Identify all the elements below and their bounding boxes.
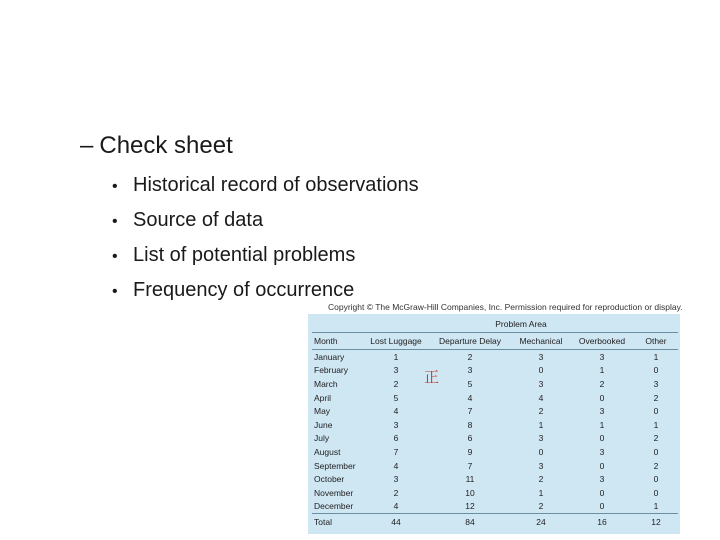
- mechanical-cell: 3: [538, 460, 544, 471]
- overbooked-cell: 1: [599, 365, 605, 376]
- month-cell: June: [314, 419, 333, 430]
- mechanical-cell: 3: [538, 433, 544, 444]
- column-header: Other: [634, 333, 678, 350]
- total-overbooked: 16: [570, 514, 634, 531]
- table-row: [312, 459, 678, 473]
- month-cell: September: [314, 460, 356, 471]
- other-cell: 0: [653, 474, 659, 485]
- check-sheet-table: [312, 316, 678, 530]
- mechanical-cell: 0: [538, 446, 544, 457]
- month-cell: December: [314, 501, 354, 512]
- lost-luggage-cell: 1: [393, 351, 399, 362]
- lost-luggage-cell: 5: [393, 392, 399, 403]
- overbooked-cell: 0: [599, 501, 605, 512]
- other-cell: 1: [653, 351, 659, 362]
- mechanical-cell: 3: [538, 378, 544, 389]
- other-cell: 0: [653, 446, 659, 457]
- other-cell: 0: [653, 365, 659, 376]
- mechanical-cell: 2: [538, 406, 544, 417]
- overbooked-cell: 0: [599, 392, 605, 403]
- bullet-text: Source of data: [133, 209, 264, 231]
- other-cell: 0: [653, 487, 659, 498]
- column-header: Month: [312, 333, 364, 350]
- bullet-list: [112, 170, 419, 310]
- month-cell: January: [314, 351, 345, 362]
- departure-delay-cell: 12: [465, 501, 475, 512]
- overbooked-cell: 1: [599, 419, 605, 430]
- column-header-row: [312, 333, 678, 350]
- lost-luggage-cell: 4: [393, 501, 399, 512]
- overbooked-cell: 3: [599, 474, 605, 485]
- other-cell: 2: [653, 433, 659, 444]
- bullet-dot: •: [112, 283, 118, 300]
- departure-delay-cell: 4: [467, 392, 473, 403]
- total-mechanical: 24: [512, 514, 570, 531]
- bullet-item: [112, 170, 419, 205]
- table-row: [312, 350, 678, 364]
- mechanical-cell: 3: [538, 351, 544, 362]
- lost-luggage-cell: 7: [393, 446, 399, 457]
- other-cell: 1: [653, 419, 659, 430]
- overbooked-cell: 0: [599, 460, 605, 471]
- heading-text: Check sheet: [99, 132, 233, 159]
- month-cell: May: [314, 406, 331, 417]
- mechanical-cell: 1: [538, 419, 544, 430]
- overbooked-cell: 3: [599, 446, 605, 457]
- column-header: Departure Delay: [428, 333, 512, 350]
- heading-dash: –: [80, 132, 94, 159]
- section-heading: [80, 132, 233, 160]
- bullet-text: Historical record of observations: [133, 174, 419, 196]
- mechanical-cell: 4: [538, 392, 544, 403]
- overbooked-cell: 0: [599, 433, 605, 444]
- departure-delay-cell: 7: [467, 406, 473, 417]
- overbooked-cell: 3: [599, 351, 605, 362]
- bullet-dot: •: [112, 178, 118, 195]
- table-row: [312, 432, 678, 446]
- table-row: [312, 445, 678, 459]
- mechanical-cell: 0: [538, 365, 544, 376]
- other-cell: 0: [653, 406, 659, 417]
- check-sheet-figure: [308, 314, 680, 534]
- other-cell: 3: [653, 378, 659, 389]
- month-cell: March: [314, 378, 338, 389]
- departure-delay-cell: 2: [467, 351, 473, 362]
- bullet-item: [112, 205, 419, 240]
- table-row: [312, 364, 678, 378]
- lost-luggage-cell: 3: [393, 365, 399, 376]
- lost-luggage-cell: 2: [393, 487, 399, 498]
- departure-delay-cell: 9: [467, 446, 473, 457]
- departure-delay-cell: 8: [467, 419, 473, 430]
- month-cell: July: [314, 433, 330, 444]
- bullet-dot: •: [112, 213, 118, 230]
- table-row: [312, 486, 678, 500]
- departure-delay-cell: 10: [465, 487, 475, 498]
- departure-delay-cell: 3: [467, 365, 473, 376]
- other-cell: 2: [653, 460, 659, 471]
- total-other: 12: [634, 514, 678, 531]
- bullet-dot: •: [112, 248, 118, 265]
- month-cell: April: [314, 392, 332, 403]
- other-cell: 2: [653, 392, 659, 403]
- lost-luggage-cell: 4: [393, 406, 399, 417]
- total-row: [312, 514, 678, 531]
- table-row: [312, 500, 678, 514]
- lost-luggage-cell: 3: [393, 419, 399, 430]
- mechanical-cell: 2: [538, 474, 544, 485]
- departure-delay-cell: 11: [465, 474, 475, 485]
- total-label: Total: [312, 514, 364, 531]
- lost-luggage-cell: 4: [393, 460, 399, 471]
- lost-luggage-cell: 3: [393, 474, 399, 485]
- copyright-notice: Copyright © The McGraw-Hill Companies, Inc. Permission required for reproduction or display.: [328, 302, 683, 312]
- mechanical-cell: 2: [538, 501, 544, 512]
- table-row: [312, 377, 678, 391]
- column-header: Overbooked: [570, 333, 634, 350]
- departure-delay-cell: 5: [467, 378, 473, 389]
- overbooked-cell: 3: [599, 406, 605, 417]
- table-row: [312, 391, 678, 405]
- mechanical-cell: 1: [538, 487, 544, 498]
- lost-luggage-cell: 2: [393, 378, 399, 389]
- lost-luggage-cell: 6: [393, 433, 399, 444]
- overbooked-cell: 0: [599, 487, 605, 498]
- column-header: Lost Luggage: [364, 333, 428, 350]
- month-cell: February: [314, 365, 349, 376]
- total-departure-delay: 84: [428, 514, 512, 531]
- group-header-row: [312, 316, 678, 333]
- other-cell: 1: [653, 501, 659, 512]
- table-row: [312, 418, 678, 432]
- problem-area-header: Problem Area: [364, 316, 678, 333]
- column-header: Mechanical: [512, 333, 570, 350]
- table-row: [312, 472, 678, 486]
- bullet-text: List of potential problems: [133, 244, 356, 266]
- bullet-item: [112, 240, 419, 275]
- table-row: [312, 404, 678, 418]
- departure-delay-cell: 6: [467, 433, 473, 444]
- tally-mark: 正: [424, 369, 440, 386]
- group-spacer: [312, 316, 364, 333]
- bullet-text: Frequency of occurrence: [133, 279, 355, 301]
- month-cell: November: [314, 487, 354, 498]
- overbooked-cell: 2: [599, 378, 605, 389]
- departure-delay-cell: 7: [467, 460, 473, 471]
- month-cell: October: [314, 474, 345, 485]
- month-cell: August: [314, 446, 341, 457]
- total-lost-luggage: 44: [364, 514, 428, 531]
